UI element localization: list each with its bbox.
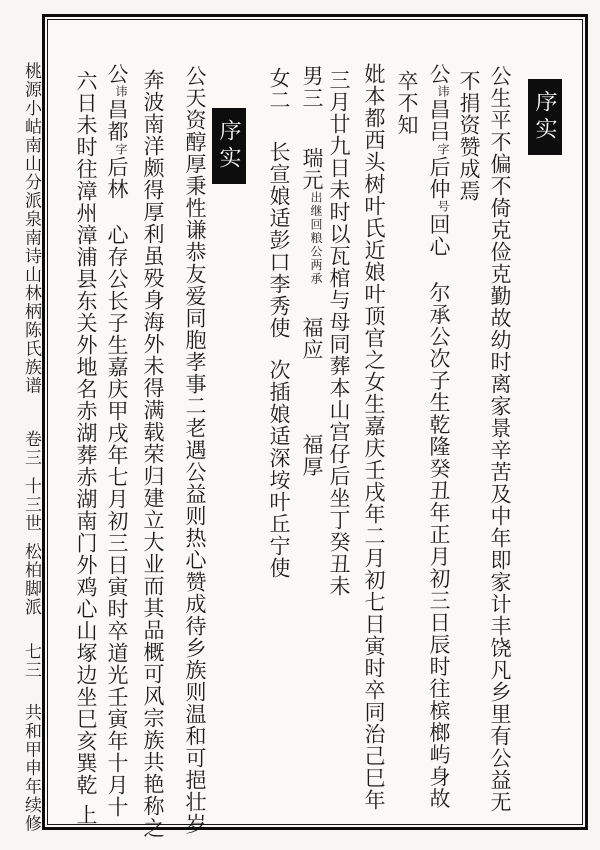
section-2-column-3 bbox=[103, 63, 130, 818]
column-text: 公生平不偏不倚克俭克勤故幼时离家景辛苦及中年即家计丰饶凡乡里有公益无 bbox=[488, 65, 512, 813]
annotation-text: 讳 bbox=[436, 85, 450, 99]
column-text: 瑞元 bbox=[300, 147, 324, 191]
column-text: 卒不知 bbox=[395, 70, 419, 136]
column-text: 尔承公次子生乾隆癸丑年正月初三日辰时往槟榔屿身故 bbox=[427, 281, 451, 810]
annotation-text: 号 bbox=[436, 200, 450, 214]
column-text: 次插娘适深垵叶丘宁使 bbox=[267, 359, 291, 579]
column-text: 公天资醇厚秉性谦恭友爱同胞孝事二老遇公益则热心赞成待乡族则温和可挹壮岁 bbox=[183, 65, 207, 835]
section-1-column-8 bbox=[265, 67, 292, 579]
column-text: 不捐资赞成焉 bbox=[457, 70, 481, 202]
section-2-column-1 bbox=[181, 65, 208, 835]
section-header-2: 序实 bbox=[212, 108, 246, 184]
column-text: 公 bbox=[105, 63, 129, 85]
column-text: 福应 bbox=[300, 316, 324, 361]
column-text: 桃源小岵南山分派泉南诗山林柄陈氏族谱 bbox=[22, 62, 41, 395]
section-2-column-4 bbox=[72, 70, 99, 826]
column-text: 心存公长子生嘉庆甲戌年七月初三日寅时卒道光壬寅年十月十 bbox=[105, 224, 129, 818]
column-text: 三月廿九日未时以瓦棺与母同葬本山宫仔后坐丁癸丑未 bbox=[327, 69, 351, 597]
section-1-column-3 bbox=[425, 63, 452, 810]
column-text: 后林 bbox=[105, 156, 129, 200]
column-text: 松柏脚派 bbox=[22, 542, 41, 617]
section-1-column-4 bbox=[393, 70, 420, 136]
column-text: 十三世 bbox=[22, 477, 41, 533]
column-text: 男三 bbox=[300, 65, 324, 109]
section-1-column-7 bbox=[298, 65, 325, 478]
section-2-column-2 bbox=[139, 69, 166, 839]
column-text: 七三 bbox=[22, 642, 41, 680]
page-frame bbox=[42, 14, 588, 839]
column-text: 福厚 bbox=[300, 433, 324, 478]
section-1-column-6 bbox=[325, 69, 352, 597]
annotation-text: 讳 bbox=[114, 85, 128, 99]
section-1-column-5 bbox=[360, 63, 387, 811]
column-text: 长宣娘适彭口李秀使 bbox=[267, 141, 291, 339]
column-text: 后仲 bbox=[427, 156, 451, 200]
section-1-column-1 bbox=[486, 65, 513, 813]
annotation-text: 字 bbox=[436, 142, 450, 156]
section-1-column-2 bbox=[455, 70, 482, 202]
annotation-text: 字 bbox=[114, 142, 128, 156]
column-text: 上 bbox=[74, 804, 98, 826]
column-text: 共和甲申年续修 bbox=[22, 703, 41, 833]
column-text: 昌都 bbox=[105, 98, 129, 143]
column-text: 公 bbox=[427, 63, 451, 85]
column-text: 六日未时往漳州漳浦县东关外地名赤湖葬赤湖南门外鸡心山塚边坐巳亥巽乾 bbox=[74, 70, 98, 796]
section-header-1: 序实 bbox=[528, 79, 562, 155]
column-text: 女二 bbox=[267, 67, 291, 111]
column-text: 回心 bbox=[427, 213, 451, 258]
column-text: 妣本都西头树叶氏近娘叶顶官之女生嘉庆壬戌年二月初七日寅时卒同治己巳年 bbox=[362, 63, 386, 811]
annotation-text: 出继回粮公两承 bbox=[309, 191, 323, 286]
column-text: 昌吕 bbox=[427, 98, 451, 143]
column-text: 奔波南洋颇得厚利虽殁身海外未得满载荣归建立大业而其品概可风宗族共艳称之 bbox=[141, 69, 165, 839]
column-text: 卷三 bbox=[22, 430, 41, 467]
